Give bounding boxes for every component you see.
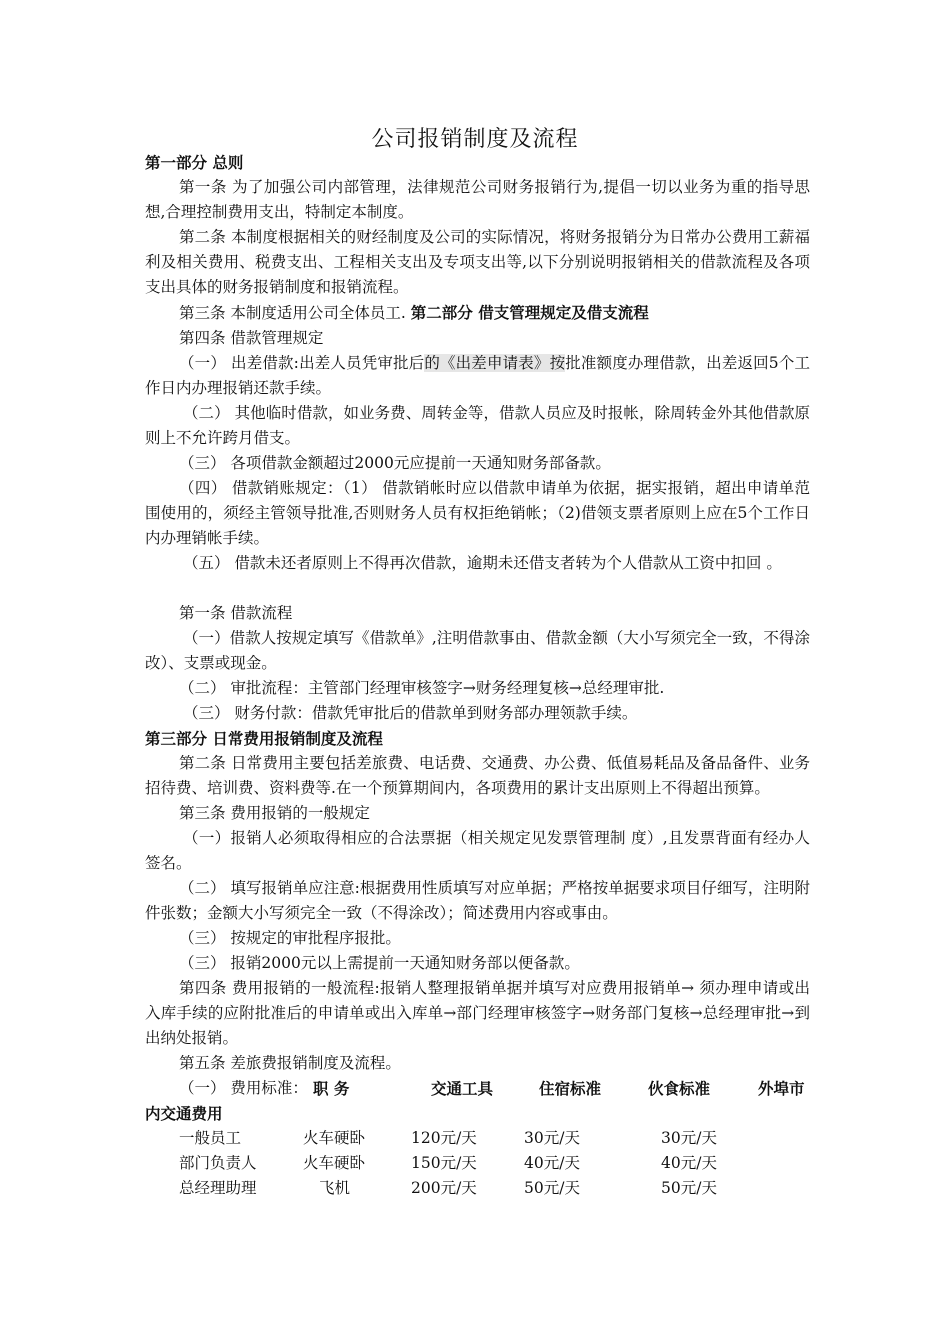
part3-article5: 第五条 差旅费报销制度及流程。 [179,1054,401,1072]
row-local-transport: 50元/天 [661,1179,717,1197]
loan-rule-1-highlight: 的《出差申请表》按 [424,354,566,372]
fee-table-prefix: （一） 费用标准： [179,1079,308,1097]
flow-article1: 第一条 借款流程 [179,604,293,622]
row-transport: 火车硬卧 [303,1154,366,1172]
row-lodging: 150元/天 [411,1154,477,1172]
flow-step-3: （三） 财务付款：借款凭审批后的借款单到财务部办理领款手续。 [183,704,638,722]
fee-table-header-wrap [145,1101,810,1126]
part1-heading: 第一部分 总则 [145,153,244,172]
loan-rule-5: （五） 借款未还者原则上不得再次借款，逾期未还借支者转为个人借款从工资中扣回 。 [183,554,782,572]
expense-rule-3: （三） 按规定的审批程序报批。 [179,929,401,947]
loan-rule-1-pre: （一） 出差借款:出差人员凭审批后 [179,354,425,372]
row-meals: 30元/天 [524,1129,580,1147]
loan-rule-2: （二） 其他临时借款，如业务费、周转金等，借款人员应及时报帐，除周转金外其他借款原则上不允许跨月借支。 [145,404,810,447]
part2-heading: 第二部分 借支管理规定及借支流程 [410,303,649,322]
table-row [145,1176,810,1201]
expense-rule-1: （一）报销人必须取得相应的合法票据（相关规定见发票管理制 度）,且发票背面有经办人签名。 [145,829,810,872]
table-row [145,1151,810,1176]
header-local-transport-wrap: 内交通费用 [145,1104,223,1123]
header-position: 职 务 [313,1079,350,1098]
row-position: 总经理助理 [179,1179,257,1197]
blank-line [145,576,810,601]
part1-article3 [145,300,810,326]
part3-article2: 第二条 日常费用主要包括差旅费、电话费、交通费、办公费、低值易耗品及备品备件、业务招待费、培训费、资料费等.在一个预算期间内，各项费用的累计支出原则上不得超出预算。 [145,754,810,797]
header-meals: 伙食标准 [648,1079,711,1098]
row-lodging: 200元/天 [411,1179,477,1197]
row-transport: 火车硬卧 [303,1129,366,1147]
loan-rule-1-post: 批准额度办理借款，出差返回5个工作日内办理报销还款手续。 [145,354,810,397]
row-position: 部门负责人 [179,1154,257,1172]
header-transport: 交通工具 [431,1079,494,1098]
row-position: 一般员工 [179,1129,242,1147]
expense-rule-2: （二） 填写报销单应注意:根据费用性质填写对应单据；严格按单据要求项目仔细写，注明附件张数；金额大小写须完全一致（不得涂改）；简述费用内容或事由。 [145,879,810,922]
row-lodging: 120元/天 [411,1129,477,1147]
row-local-transport: 40元/天 [661,1154,717,1172]
part1-article1: 第一条 为了加强公司内部管理，法律规范公司财务报销行为,提倡一切以业务为重的指导思想,合理控制费用支出，特制定本制度。 [145,178,810,221]
header-lodging: 住宿标准 [539,1079,602,1098]
table-row [145,1126,810,1151]
part2-article4: 第四条 借款管理规定 [179,329,324,347]
document-body [145,150,810,1201]
header-local-transport: 外埠市 [758,1079,805,1098]
fee-table-header [145,1076,810,1101]
row-meals: 50元/天 [524,1179,580,1197]
loan-rule-3: （三） 各项借款金额超过2000元应提前一天通知财务部备款。 [179,454,611,472]
row-local-transport: 30元/天 [661,1129,717,1147]
loan-rule-4: （四） 借款销账规定：（1） 借款销帐时应以借款申请单为依据，据实报销，超出申请单范围使用的，须经主管领导批准,否则财务人员有权拒绝销帐；（2)借领支票者原则上应在5个工作日内办理销帐手续。 [145,479,810,547]
flow-step-1: （一）借款人按规定填写《借款单》,注明借款事由、借款金额（大小写须完全一致，不得涂改）、支票或现金。 [145,629,810,672]
fee-standard-table [145,1076,810,1201]
part3-article3: 第三条 费用报销的一般规定 [179,804,370,822]
document-title: 公司报销制度及流程 [371,127,579,152]
row-transport: 飞机 [319,1179,351,1197]
loan-rule-1 [145,351,810,401]
expense-rule-4: （三） 报销2000元以上需提前一天通知财务部以便备款。 [179,954,580,972]
part1-article2: 第二条 本制度根据相关的财经制度及公司的实际情况，将财务报销分为日常办公费用工薪福利及相关费用、税费支出、工程相关支出及专项支出等,以下分别说明报销相关的借款流程及各项支出具体的财务报销制度和报销流程。 [145,228,810,296]
article3-text: 第三条 本制度适用公司全体员工. [179,304,411,322]
part3-article4: 第四条 费用报销的一般流程:报销人整理报销单据并填写对应费用报销单→ 须办理申请或出入库手续的应附批准后的申请单或出入库单→部门经理审核签字→财务部门复核→总经理审批→到出纳处报销。 [145,979,810,1047]
flow-step-2: （二） 审批流程：主管部门经理审核签字→财务经理复核→总经理审批. [179,679,665,697]
row-meals: 40元/天 [524,1154,580,1172]
part3-heading: 第三部分 日常费用报销制度及流程 [145,729,383,748]
